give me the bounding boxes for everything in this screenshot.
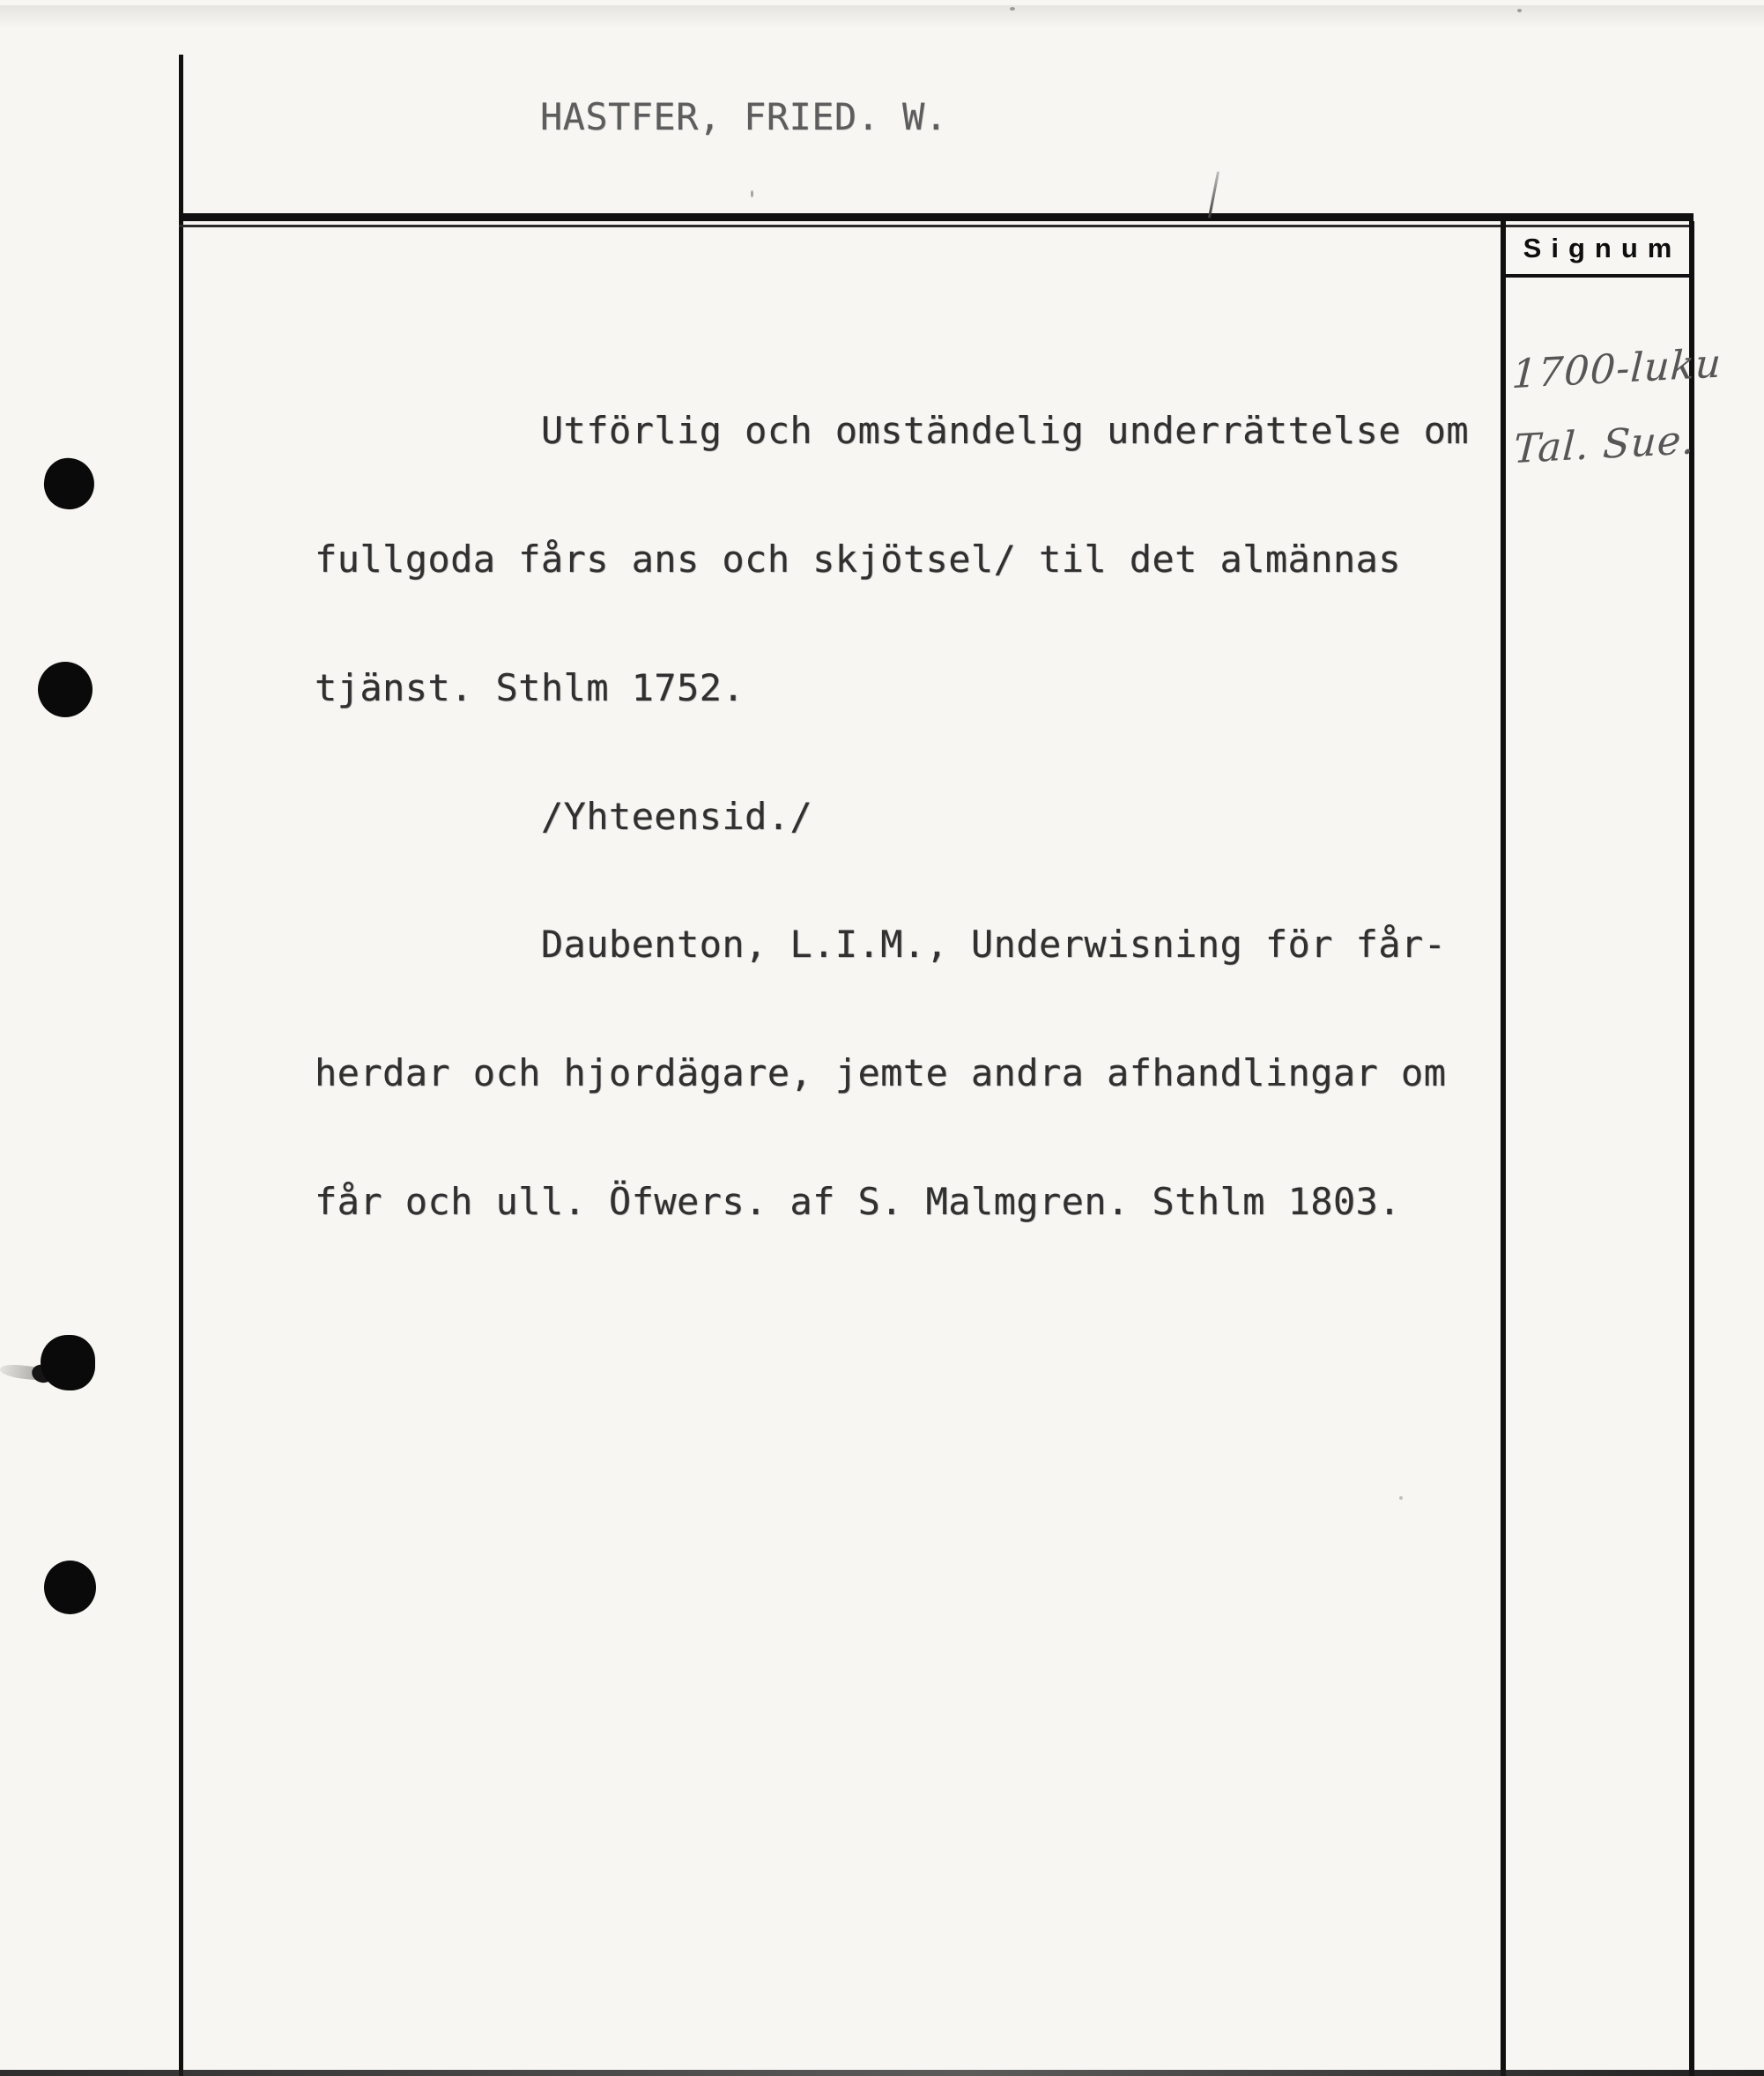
scan-speck (751, 190, 753, 197)
top-rule-thick (179, 213, 1694, 221)
signum-column-left-rule (1501, 221, 1506, 2076)
signum-handwritten-entry: 1700-luku (1510, 339, 1723, 398)
top-rule-thin (179, 225, 1694, 227)
entry-line: herdar och hjordägare, jemte andra afhandlingar om (315, 1051, 1447, 1095)
scan-speck (1399, 1496, 1403, 1500)
entry-line: Daubenton, L.I.M., Underwisning för får- (315, 923, 1447, 967)
left-margin-rule (179, 55, 183, 2076)
scan-hair-artifact (1208, 171, 1219, 219)
signum-handwritten-entry: Tal. Sue. (1512, 416, 1697, 473)
catalog-entry-text (315, 324, 1469, 1309)
entry-line: tjänst. Sthlm 1752. (315, 665, 745, 709)
punch-hole (44, 1561, 96, 1614)
entry-line: /Yhteensid./ (315, 794, 813, 838)
scan-speck (1517, 9, 1522, 12)
signum-column-right-rule (1689, 221, 1694, 2076)
punch-hole (38, 662, 93, 717)
signum-column-header: Signum (1523, 233, 1682, 263)
signum-header-separator-rule (1501, 274, 1694, 278)
scan-top-band (0, 5, 1764, 28)
entry-line: får och ull. Öfwers. af S. Malmgren. Sthlm 1803. (315, 1179, 1401, 1223)
entry-line: fullgoda fårs ans och skjötsel/ til det almännas (315, 537, 1401, 581)
punch-hole (41, 455, 98, 512)
scan-bottom-edge (0, 2070, 1764, 2076)
scan-speck (1010, 7, 1015, 11)
entry-line: Utförlig och omständelig underrättelse om (315, 409, 1469, 453)
card-heading: HASTFER, FRIED. W. (540, 95, 948, 138)
punch-hole (41, 1335, 95, 1390)
